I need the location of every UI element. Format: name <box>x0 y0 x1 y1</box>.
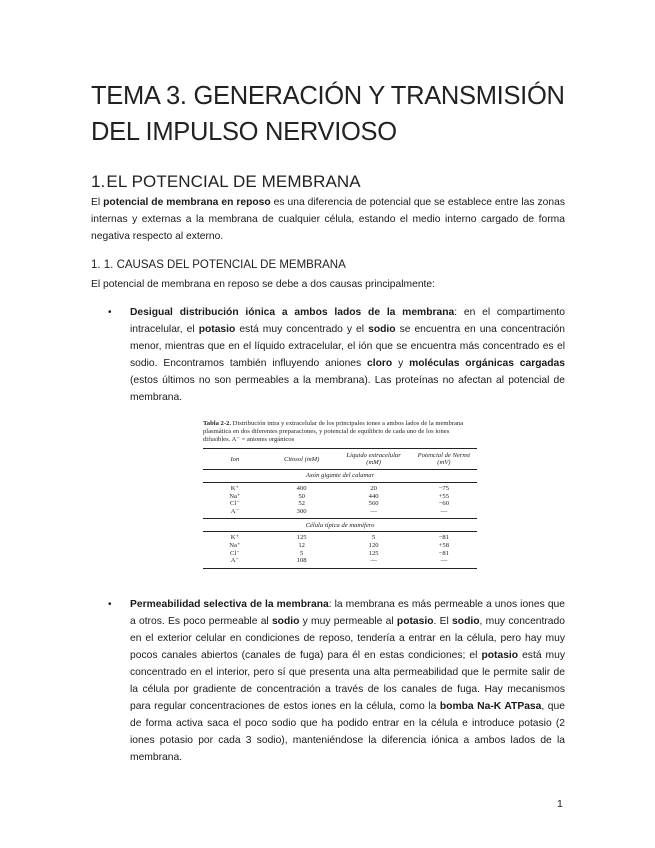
text-run: se encuentra en una concentración menor, mientras que en el líquido extracelular, el ión que se encuentra más concentrado es el sodio. Encontramos también influyendo aniones <box>130 324 565 369</box>
table-cell-value: −81 <box>438 534 450 542</box>
intro-paragraph <box>91 194 565 245</box>
table-cell-value: 50 <box>298 492 305 500</box>
table-cell-value: 12 <box>298 541 305 549</box>
bold-term: potencial de membrana en reposo <box>103 197 271 208</box>
text-run: es una diferencia de potencial que se establece entre las zonas internas y externas a la membrana de cualquier célula, estando el medio interno cargado de forma negativa respecto al externo. <box>91 197 565 242</box>
table-cell <box>411 483 477 519</box>
page-title <box>91 78 591 150</box>
text-run: (estos últimos no son permeables a la membrana). Las proteínas no afectan al potencial de membrana. <box>130 375 565 403</box>
table-cell-value: — <box>440 557 448 565</box>
title-line-1: TEMA 3. GENERACIÓN Y TRANSMISIÓN <box>91 82 565 110</box>
bold-term: sodio <box>368 324 396 335</box>
text-run: está muy concentrado y el <box>235 324 369 335</box>
bullet-item-permeability <box>130 596 565 766</box>
text-run: . El <box>433 616 453 627</box>
text-run: está muy concentrado en el interior, pero sí que presenta una alta permeabilidad que le permite salir de la célula por gradiente de concentración a través de los canales de fuga. Hay mecanismos para regular concentraciones de estos iones en la célula, como la <box>130 650 566 712</box>
subsection-intro: El potencial de membrana en reposo se debe a dos causas principalmente: <box>91 279 436 290</box>
section-number: 1. <box>91 172 106 191</box>
table-caption <box>203 420 477 444</box>
table-cell <box>267 483 337 519</box>
table-cell <box>203 532 267 568</box>
text-run: : la membrana es más permeable a unos iones que a otros. Es poco permeable al <box>130 599 565 627</box>
table-header-cell: Ion <box>203 449 267 470</box>
table-cell-value: +58 <box>438 541 450 549</box>
bullet-icon: • <box>108 307 112 318</box>
table-header-row <box>203 449 477 470</box>
bullet-icon: • <box>108 599 112 610</box>
table-cell <box>337 532 411 568</box>
table-cell-value: Cl⁻ <box>230 549 240 557</box>
table-cell-value: −81 <box>438 549 450 557</box>
table-cell-value: — <box>370 507 377 515</box>
table-cell <box>267 532 337 568</box>
bold-term: potasio <box>198 324 236 335</box>
table-cell-value: 20 <box>370 485 377 492</box>
table-cell-value: Cl⁻ <box>230 500 240 508</box>
table-cell-value: — <box>370 557 377 565</box>
table-header-cell: Líquido extracelular (mM) <box>337 449 411 470</box>
bold-term: bomba Na-K ATPasa <box>439 701 542 712</box>
table-cell-value: K⁺ <box>230 534 239 542</box>
table-cell-value: −60 <box>438 500 450 508</box>
table-row <box>203 483 477 519</box>
bold-term: potasio <box>481 650 519 661</box>
bold-term: potasio <box>396 616 434 627</box>
table-cell-value: 300 <box>296 507 307 515</box>
table-cell-value: Na⁺ <box>229 492 241 500</box>
section-heading-text: EL POTENCIAL DE MEMBRANA <box>106 172 361 191</box>
table-cell-value: 400 <box>296 485 307 492</box>
bullet-item-distribution <box>130 304 565 406</box>
table-cell-value: A⁻ <box>230 507 239 515</box>
table-cell-value: Na⁺ <box>229 541 241 549</box>
table-cell <box>411 532 477 568</box>
table-cell-value: −75 <box>438 485 450 492</box>
section-heading-1 <box>91 172 361 192</box>
table-header-cell: Citosol (mM) <box>267 449 337 470</box>
table-section-label: Célula típica de mamífero <box>203 519 477 532</box>
table-cell-value: 5 <box>299 549 304 557</box>
text-run: , muy concentrado en el exterior celular en condiciones de reposo, tendería a entrar en la célula, pero hay muy pocos canales abiertos (canales de fuga) para él en estas condiciones; el <box>130 616 565 661</box>
text-run: : en el compartimento intracelular, el <box>130 307 566 335</box>
table-header-cell: Potencial de Nernst (mV) <box>411 449 477 470</box>
table-cell-value: +55 <box>438 492 450 500</box>
bold-term: cloro <box>367 358 393 369</box>
table-cell <box>203 483 267 519</box>
table-cell-value: 120 <box>368 541 379 549</box>
table-cell-value: 125 <box>296 534 307 542</box>
page-number: 1 <box>557 798 563 810</box>
table-cell-value: 5 <box>371 534 376 542</box>
title-line-2: DEL IMPULSO NERVIOSO <box>91 118 397 146</box>
table-row <box>203 532 477 568</box>
table-section-row <box>203 519 477 532</box>
bold-term: Permeabilidad selectiva de la membrana <box>130 599 329 610</box>
ion-table <box>203 448 477 569</box>
bold-term: sodio <box>452 616 480 627</box>
table-cell <box>337 483 411 519</box>
ion-distribution-table <box>203 420 477 582</box>
text-run: y <box>392 358 410 369</box>
bold-term: sodio <box>271 616 300 627</box>
table-cell-value: A⁻ <box>230 557 239 565</box>
table-cell-value: — <box>440 507 448 515</box>
subsection-heading: 1. 1. CAUSAS DEL POTENCIAL DE MEMBRANA <box>91 259 346 271</box>
table-cell-value: 560 <box>368 500 379 508</box>
table-cell-value: 440 <box>368 492 379 500</box>
table-label: Tabla 2-2. <box>203 420 231 427</box>
table-cell-value: 108 <box>296 557 307 565</box>
table-cell-value: 52 <box>298 500 305 508</box>
table-cell-value: K⁺ <box>230 485 239 492</box>
table-section-label: Axón gigante del calamar <box>203 470 477 483</box>
table-cell-value: 125 <box>368 549 379 557</box>
table-section-row <box>203 470 477 483</box>
table-caption-text: Distribución intra y extracelular de los principales iones a ambos lados de la membrana plasmática en dos diferentes preparaciones, y potencial de equilibrio de cada uno de los iones difusibles. A⁻ = aniones orgánicos <box>203 420 464 443</box>
text-run: , que de forma activa saca el poco sodio que ha podido entrar en la célula e introduce potasio (2 iones potasio por cada 3 sodio), manteniéndose la diferencia iónica a ambos lados de la membrana. <box>130 701 565 763</box>
bold-term: moléculas orgánicas cargadas <box>409 358 566 369</box>
bold-term: Desigual distribución iónica a ambos lados de la membrana <box>130 307 455 318</box>
text-run: El <box>91 197 104 208</box>
text-run: y muy permeable al <box>299 616 397 627</box>
